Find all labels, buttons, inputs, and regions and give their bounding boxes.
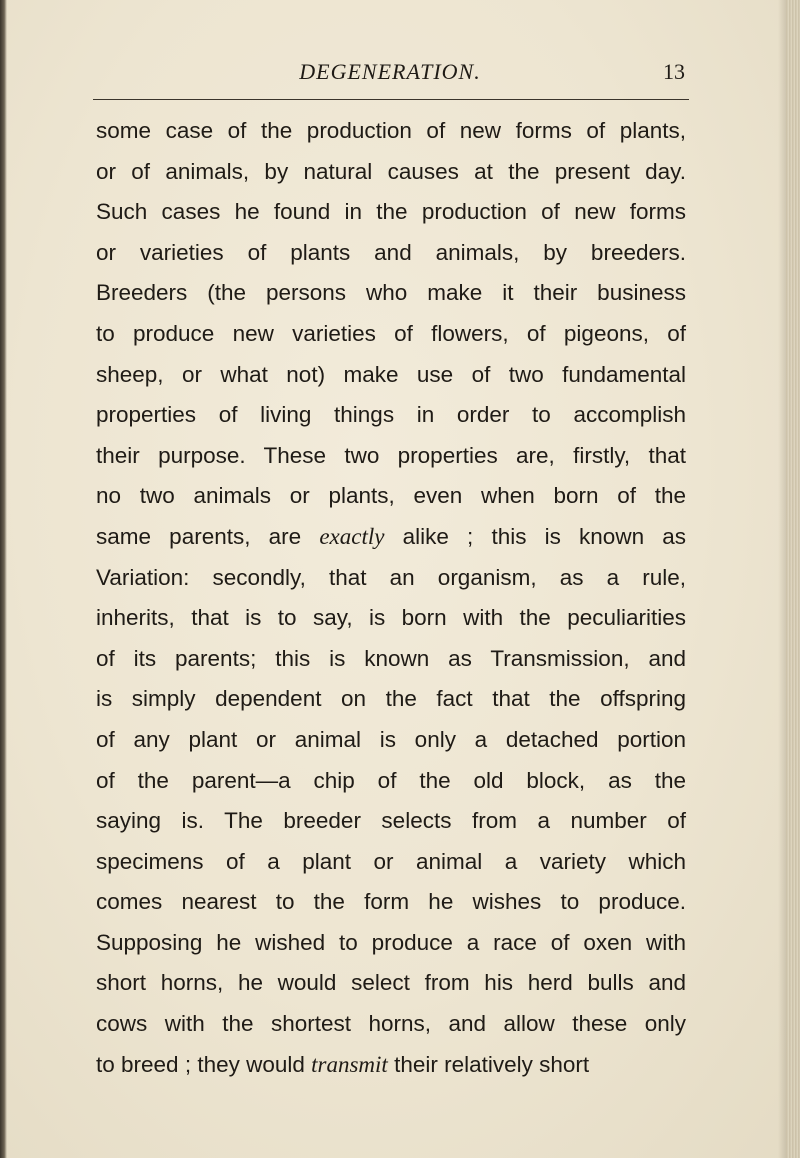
header-rule xyxy=(93,99,689,100)
book-spine-shadow xyxy=(0,0,7,1158)
text-line: specimens of a plant or animal a variety which xyxy=(96,848,686,874)
text-line: no two animals or plants, even when born of the xyxy=(96,483,686,509)
text-line: to produce new varieties of flowers, of pigeons, of xyxy=(96,320,686,346)
page-edge-shadow xyxy=(778,0,786,1158)
text-line: some case of the production of new forms of plants, xyxy=(96,118,686,143)
running-title: DEGENERATION. xyxy=(299,59,481,84)
text-line: short horns, he would select from his herd bulls and xyxy=(96,970,686,996)
text-line: of the parent—a chip of the old block, as the xyxy=(96,767,686,793)
italic-emphasis: transmit xyxy=(311,1051,388,1077)
italic-emphasis: exactly xyxy=(319,523,385,549)
body-text xyxy=(96,111,686,1085)
text-line: to breed ; they would transmit their relatively short xyxy=(96,1051,590,1077)
text-line: Breeders (the persons who make it their business xyxy=(96,280,686,306)
text-line: sheep, or what not) make use of two fundamental xyxy=(96,361,686,387)
page-header xyxy=(95,58,685,92)
page-edges xyxy=(786,0,800,1158)
page-number: 13 xyxy=(663,59,685,84)
text-line: is simply dependent on the fact that the offspring xyxy=(96,686,686,712)
text-line: cows with the shortest horns, and allow these only xyxy=(96,1011,686,1037)
text-line: Variation: secondly, that an organism, as a rule, xyxy=(96,564,686,590)
text-line: same parents, are exactly alike ; this is known as xyxy=(96,523,686,549)
text-line: comes nearest to the form he wishes to produce. xyxy=(96,889,686,915)
text-line: of its parents; this is known as Transmission, and xyxy=(96,645,686,671)
text-line: their purpose. These two properties are, firstly, that xyxy=(96,442,686,468)
text-line: Such cases he found in the production of new forms xyxy=(96,199,686,225)
text-line: of any plant or animal is only a detached portion xyxy=(96,726,686,752)
text-line: Supposing he wished to produce a race of oxen with xyxy=(96,929,686,955)
text-line: or of animals, by natural causes at the present day. xyxy=(96,158,686,184)
text-line: or varieties of plants and animals, by breeders. xyxy=(96,239,686,265)
text-line: inherits, that is to say, is born with the peculiarities xyxy=(96,605,686,631)
text-line: saying is. The breeder selects from a number of xyxy=(96,808,686,834)
text-line: properties of living things in order to accomplish xyxy=(96,402,686,428)
